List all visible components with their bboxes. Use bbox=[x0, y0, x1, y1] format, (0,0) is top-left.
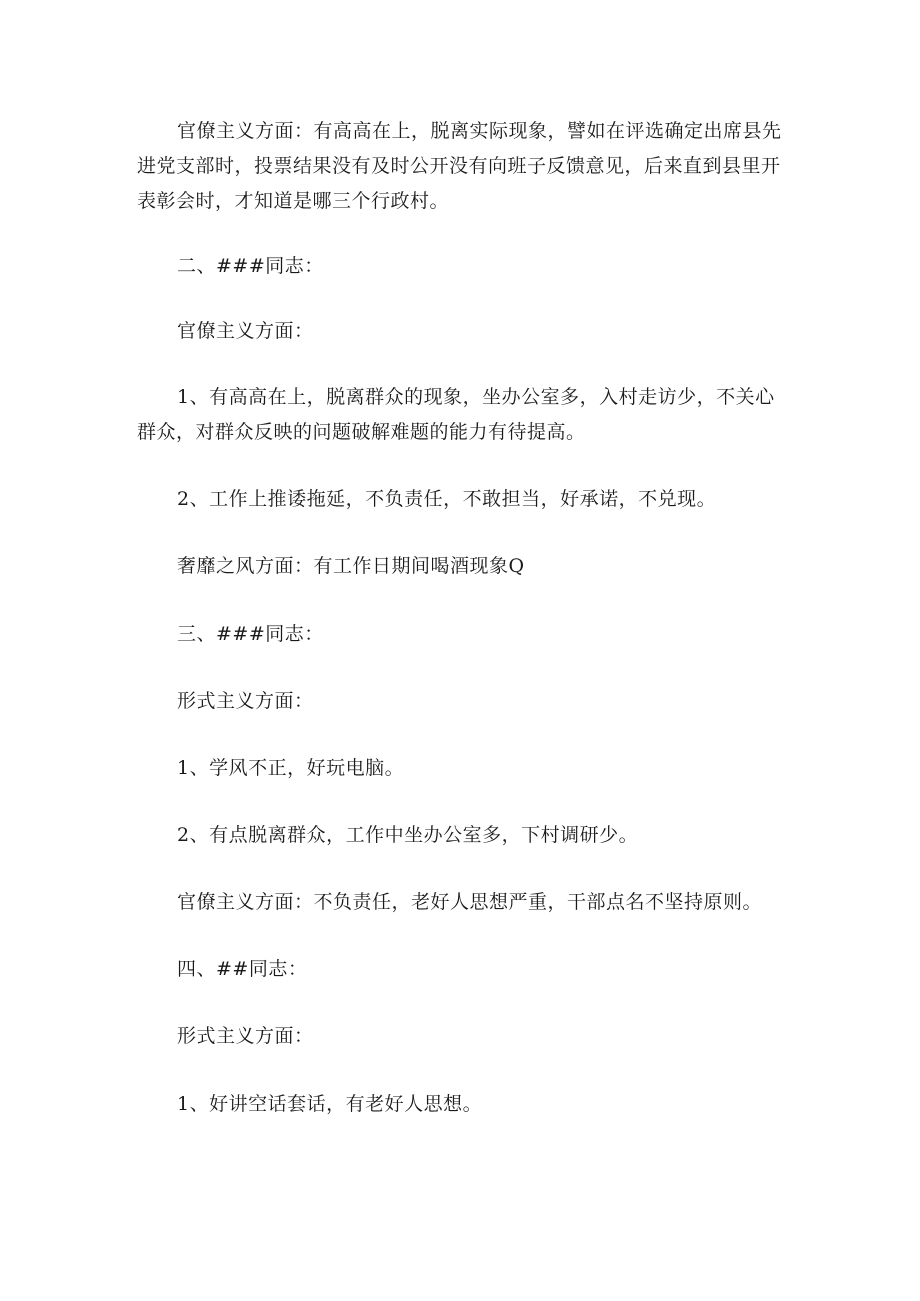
paragraph-item-2: 2、有点脱离群众，工作中坐办公室多，下村调研少。 bbox=[177, 824, 639, 846]
paragraph-item-1: 1、有高高在上，脱离群众的现象，坐办公室多，入村走访少，不关心群众，对群众反映的问题破解难题的能力有待提高。 bbox=[137, 386, 775, 443]
section-heading-2: 二、###同志： bbox=[177, 255, 324, 277]
paragraph-item-1: 1、好讲空话套话，有老好人思想。 bbox=[177, 1093, 483, 1115]
paragraph-subheading: 形式主义方面： bbox=[177, 1025, 314, 1047]
paragraph-item-1: 1、学风不正，好玩电脑。 bbox=[177, 757, 405, 779]
paragraph-subheading: 官僚主义方面： bbox=[177, 320, 314, 342]
paragraph-extravagance: 奢靡之风方面：有工作日期间喝酒现象Q bbox=[177, 555, 525, 577]
section-heading-3: 三、###同志： bbox=[177, 623, 324, 645]
paragraph-subheading: 形式主义方面： bbox=[177, 690, 314, 712]
paragraph-item-2: 2、工作上推诿拖延，不负责任，不敢担当，好承诺，不兑现。 bbox=[177, 488, 717, 510]
paragraph-bureaucratism: 官僚主义方面：不负责任，老好人思想严重，干部点名不坚持原则。 bbox=[177, 891, 763, 913]
section-heading-4: 四、##同志： bbox=[177, 958, 308, 980]
paragraph-bureaucratism-1: 官僚主义方面：有高高在上，脱离实际现象，譬如在评选确定出席县先进党支部时，投票结果没有及时公开没有向班子反馈意见，后来直到县里开表彰会时，才知道是哪三个行政村。 bbox=[137, 120, 782, 212]
